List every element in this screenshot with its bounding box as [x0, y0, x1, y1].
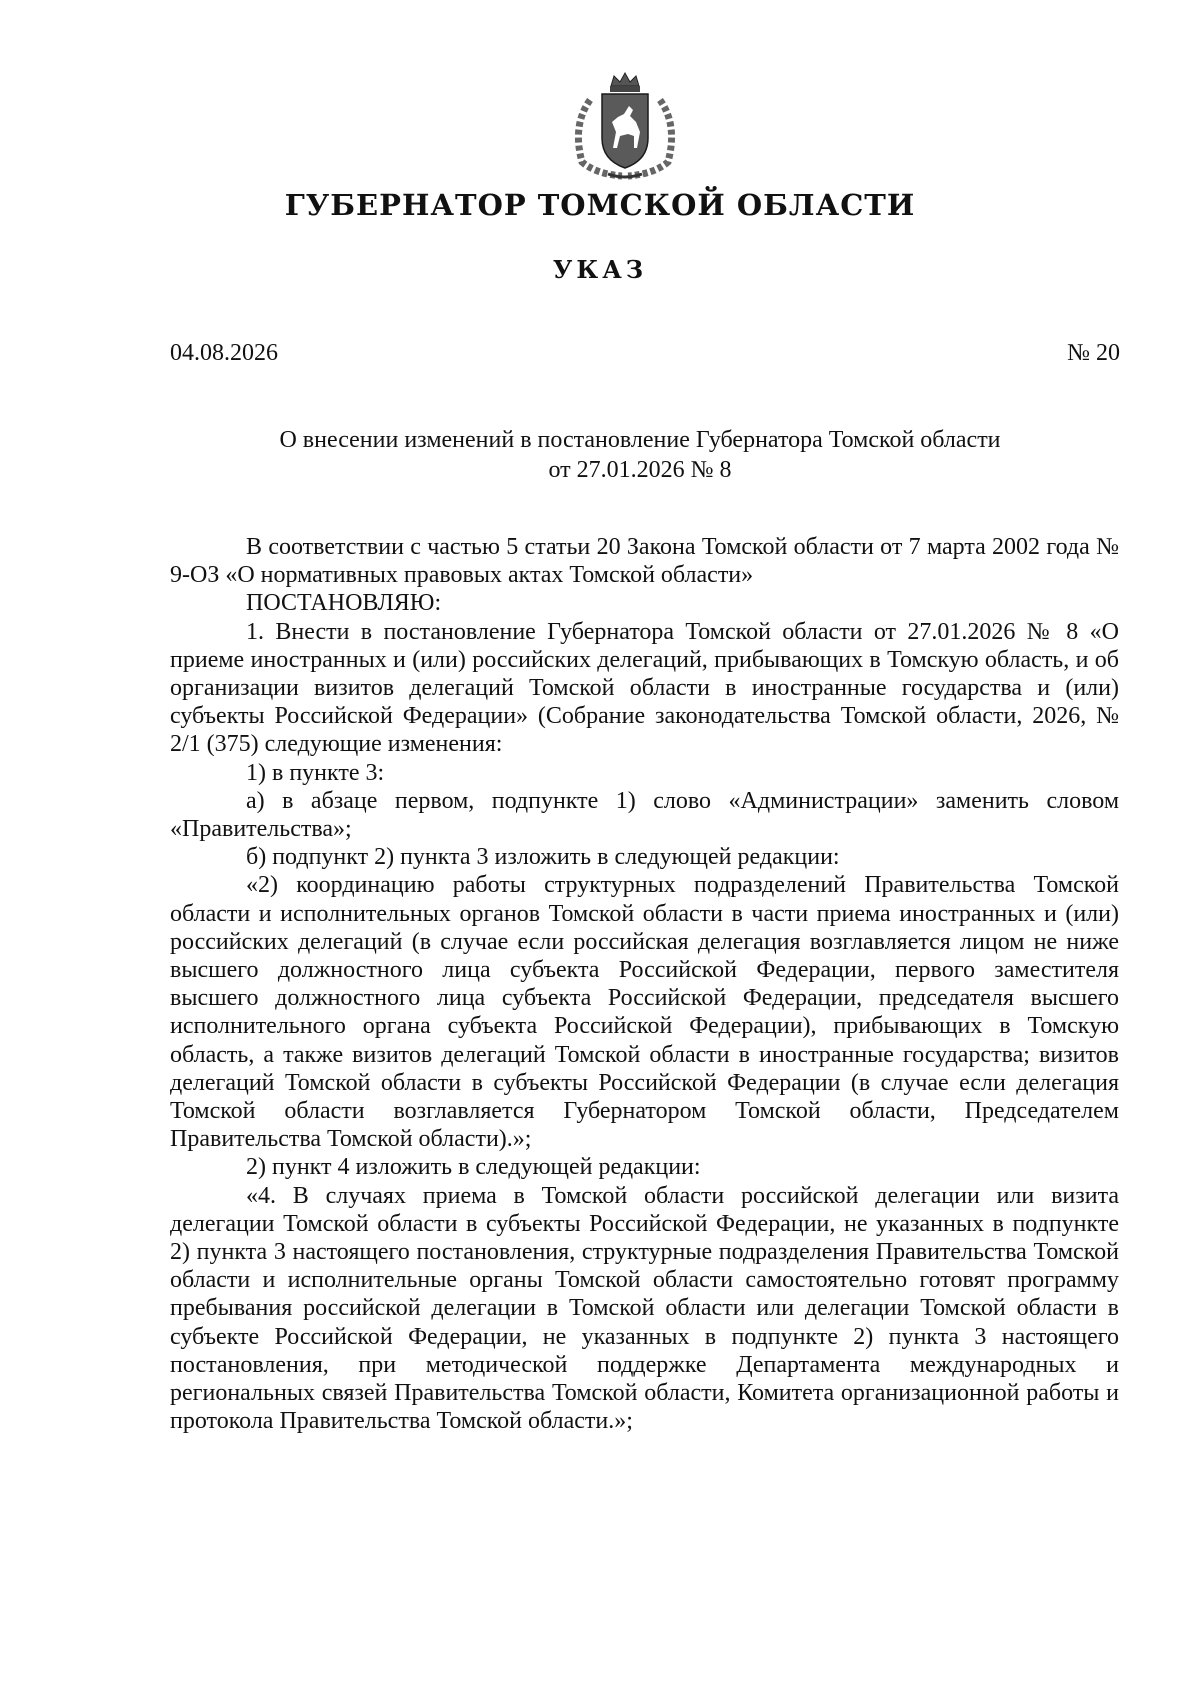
document-date: 04.08.2026: [170, 340, 278, 366]
paragraph-item-1: 1. Внести в постановление Губернатора Томской области от 27.01.2026 № 8 «О приеме иностранных и (или) российских делегаций, прибывающих в Томскую область, и об организации визитов делегаций Томской области в иностранные государства и (или) субъекты Российской Федерации» (Собрание законодательства Томской области, 2026, № 2/1 (375) следующие изменения:: [170, 618, 1119, 758]
paragraph-subitem-2: 2) пункт 4 изложить в следующей редакции:: [246, 1154, 701, 1181]
subject-line: О внесении изменений в постановление Губернатора Томской области: [279, 427, 1001, 453]
paragraph-subitem-a: а) в абзаце первом, подпункте 1) слово «Администрации» заменить словом «Правительства»;: [170, 787, 1119, 843]
paragraph-decree: ПОСТАНОВЛЯЮ:: [246, 590, 442, 617]
paragraph-quote-4: «4. В случаях приема в Томской области российской делегации или визита делегации Томской области в субъекты Российской Федерации, не указанных в подпункте 2) пункта 3 настоящего постановления, структурные подразделения Правительства Томской области и исполнительные органы Томской области самостоятельно готовят программу пребывания российской делегации в Томской области или делегации Томской области в субъекте Российской Федерации, не указанных в подпункте 2) пункта 3 настоящего постановления, при методической поддержке Департамента международных и региональных связей Правительства Томской области, Комитета организационной работы и протокола Правительства Томской области.»;: [170, 1182, 1119, 1435]
paragraph-preamble: В соответствии с частью 5 статьи 20 Закона Томской области от 7 марта 2002 года № 9-ОЗ «О нормативных правовых актах Томской области»: [170, 534, 1119, 589]
issuing-authority: ГУБЕРНАТОР ТОМСКОЙ ОБЛАСТИ: [284, 188, 916, 222]
paragraph-subitem-1: 1) в пункте 3:: [246, 759, 385, 786]
document-body: [170, 533, 1119, 1436]
paragraph-subitem-b: б) подпункт 2) пункта 3 изложить в следующей редакции:: [246, 844, 840, 871]
document-subject: [180, 425, 1100, 485]
subject-line: от 27.01.2026 № 8: [548, 457, 732, 483]
document-number: № 20: [1067, 340, 1120, 366]
coat-of-arms-icon: [550, 70, 700, 180]
document-type: УКАЗ: [552, 255, 648, 284]
paragraph-quote-2: «2) координацию работы структурных подразделений Правительства Томской области и исполнительных органов Томской области в части приема иностранных и (или) российских делегаций (в случае если российская делегация возглавляется лицом не ниже высшего должностного лица субъекта Российской Федерации, первого заместителя высшего должностного лица субъекта Российской Федерации, председателя высшего исполнительного органа субъекта Российской Федерации), прибывающих в Томскую область, а также визитов делегаций Томской области в иностранные государства; визитов делегаций Томской области в субъекты Российской Федерации (в случае если делегация Томской области возглавляется Губернатором Томской области, Председателем Правительства Томской области).»;: [170, 872, 1119, 1153]
